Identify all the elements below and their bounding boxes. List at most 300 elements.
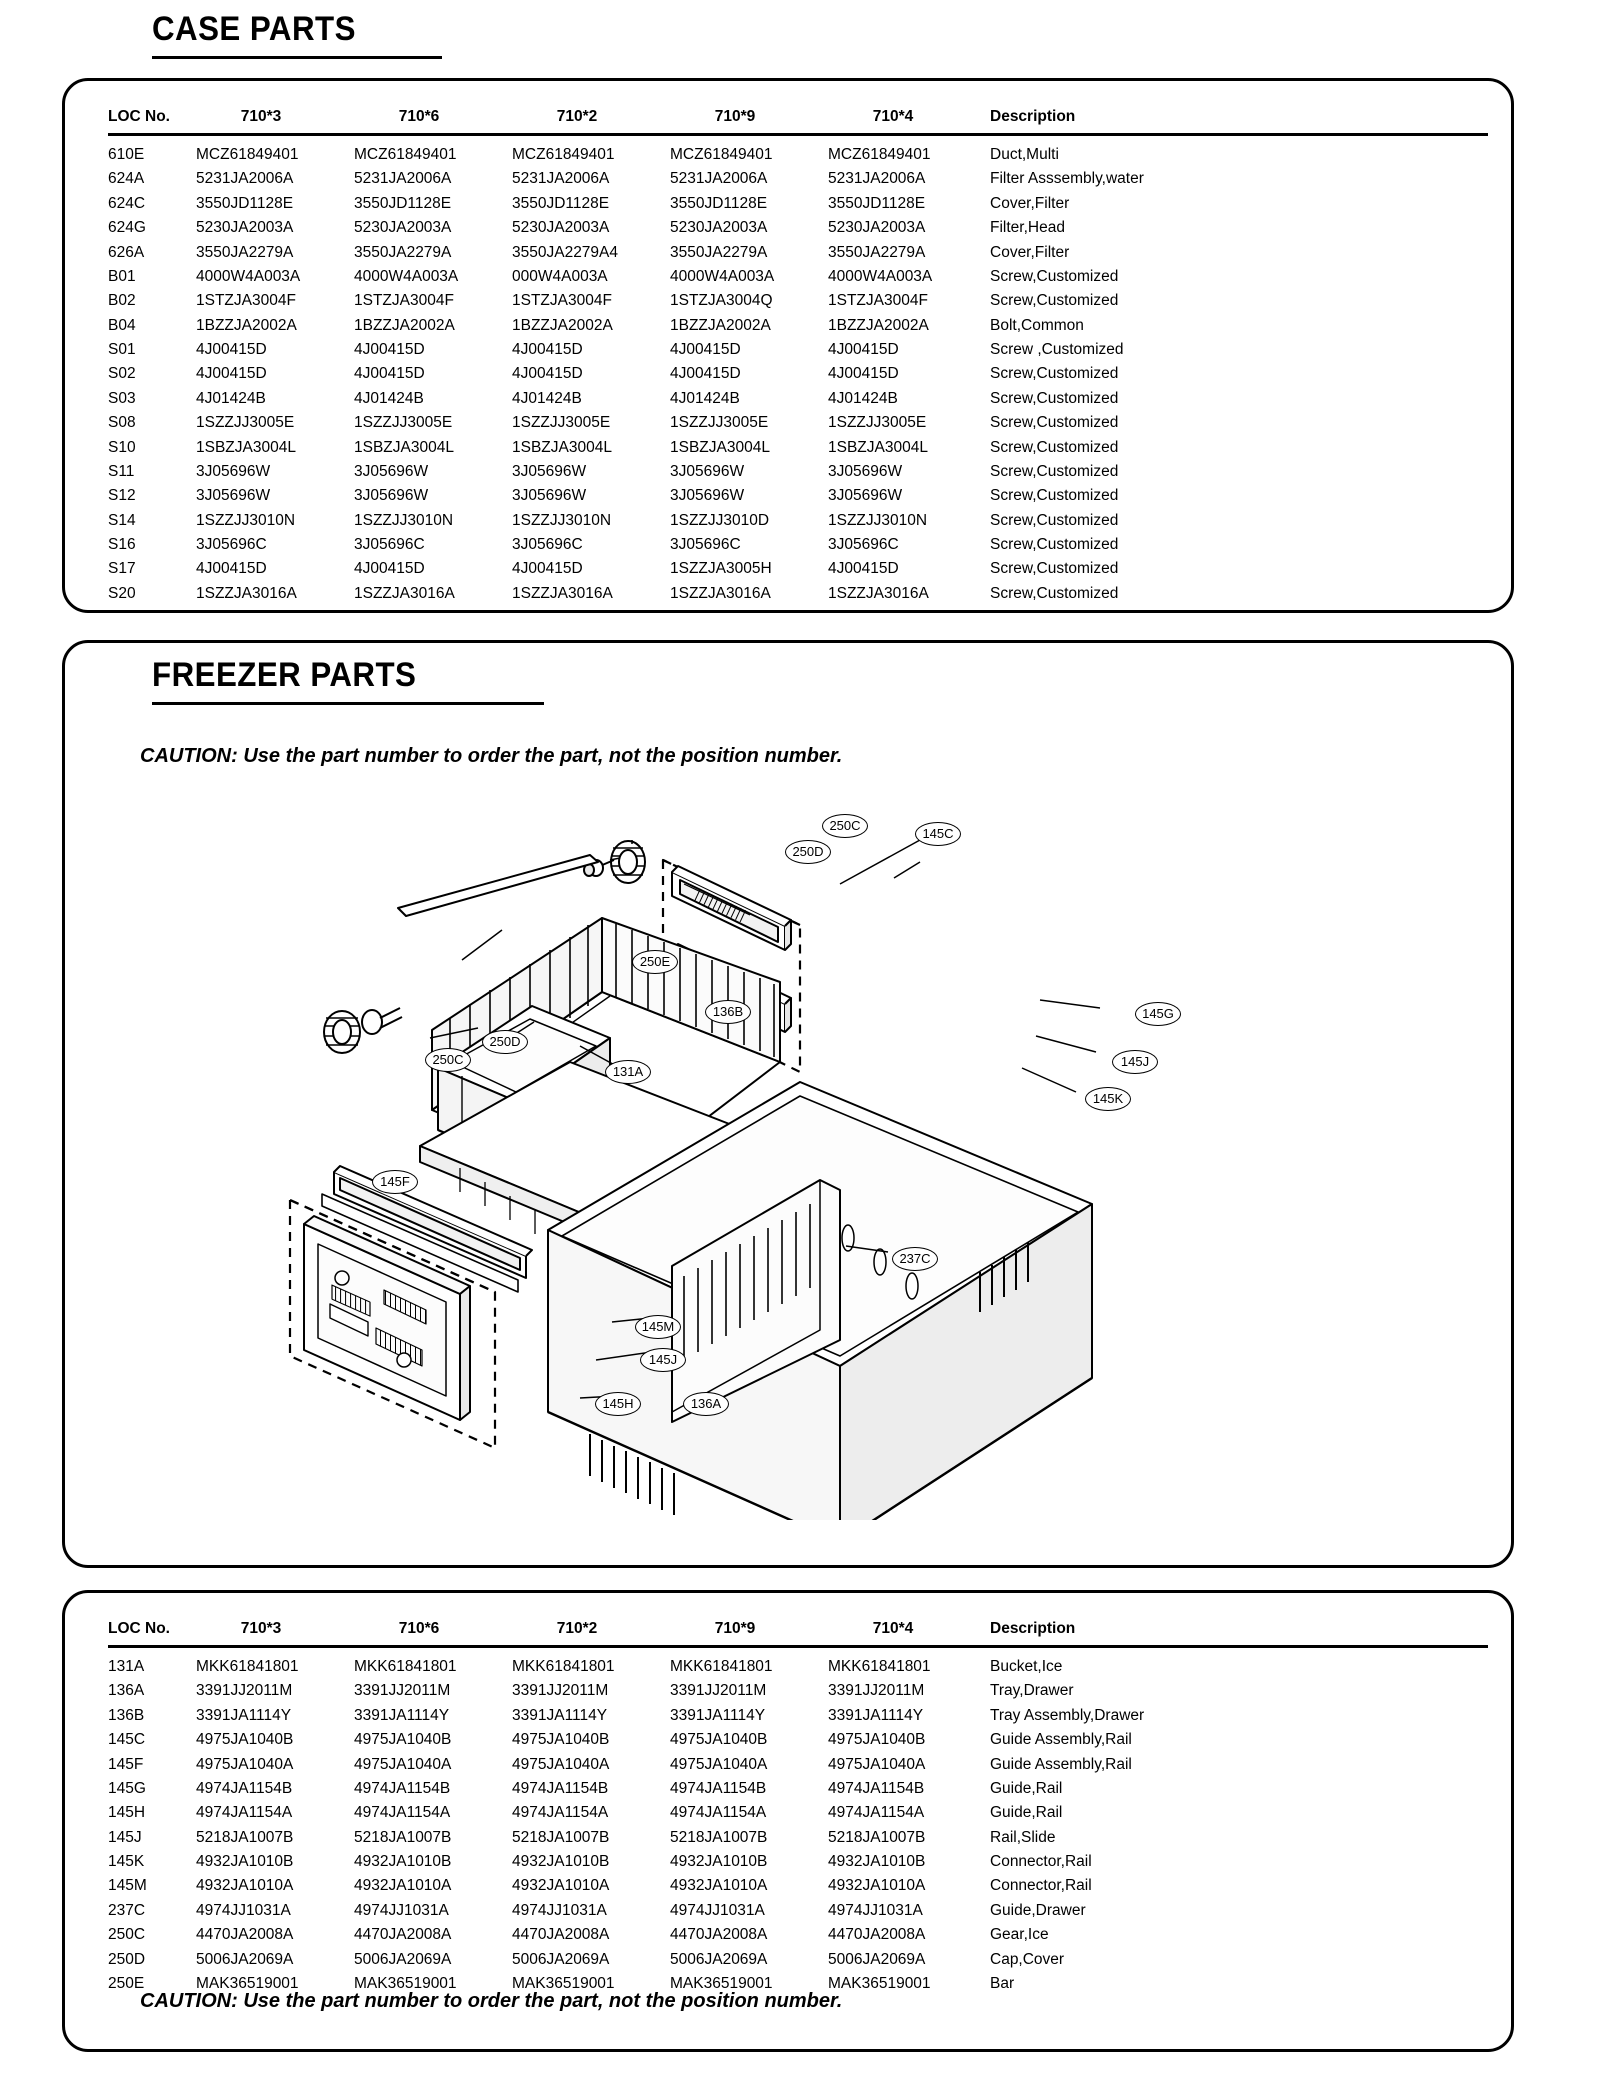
description-cell: Duct,Multi [990,146,1059,163]
description-cell: Screw,Customized [990,267,1119,285]
part-number-cell: MCZ61849401 [196,146,299,163]
part-number-cell: 3550JD1128E [354,194,452,212]
part-number-cell: 1SZZJJ3005E [828,414,927,432]
description-cell: Cover,Filter [990,194,1070,212]
table-row [108,1679,1488,1703]
part-number-cell: 000W4A003A [512,267,608,285]
description-cell: Filter Asssembly,water [990,170,1144,188]
part-number-cell: 3550JA2279A [828,243,926,261]
part-number-cell: 1BZZJA2002A [354,316,455,334]
table-row [108,557,1488,581]
part-number-cell: 1SZZJJ3005E [670,414,769,432]
freezer-caution-top: CAUTION: Use the part number to order the part, not the position number. [140,745,843,767]
part-number-cell: 1STZJA3004F [196,292,296,310]
freezer-parts-table [108,1620,1488,1996]
part-number-cell: 3J05696W [354,487,429,505]
table-row [108,508,1488,532]
part-number-cell: 3391JJ2011M [670,1682,767,1700]
callout-145j-14: 145J [640,1348,686,1372]
part-number-cell: 3J05696W [670,487,745,505]
part-number-cell: 1SZZJJ3010N [196,511,296,529]
part-number-cell: 4000W4A003A [354,267,459,285]
case-parts-table [108,108,1488,606]
description-cell: Connector,Rail [990,1853,1092,1870]
table-row [108,581,1488,605]
part-number-cell: 5218JA1007B [354,1828,452,1846]
part-number-cell: 1SZZJJ3010N [354,511,454,529]
part-number-cell: 1SBZJA3004L [196,438,296,456]
part-number-cell: 1SZZJJ3010D [670,511,770,529]
part-number-cell: 5230JA2003A [512,219,610,237]
part-number-cell: 4974JJ1031A [512,1901,607,1919]
part-number-cell: MCZ61849401 [354,146,457,163]
part-number-cell: 5006JA2069A [828,1950,926,1968]
part-number-cell: 4J00415D [354,560,425,578]
description-cell: Screw,Customized [990,560,1119,578]
description-cell: Screw,Customized [990,511,1119,529]
callout-145m-13: 145M [635,1315,681,1339]
case-parts-heading [152,12,462,59]
part-number-cell: 1SBZJA3004L [512,438,612,456]
case-parts-table-body [108,135,1488,606]
part-number-cell: 3391JA1114Y [670,1706,766,1724]
part-number-cell: 1SZZJA3016A [512,584,613,602]
callout-145g-5: 145G [1135,1002,1181,1026]
loc-no-cell: 145H [108,1804,146,1822]
loc-no-cell: 610E [108,146,145,163]
part-number-cell: 3550JA2279A [670,243,768,261]
part-number-cell: 4J00415D [196,560,267,578]
loc-no-cell: 145K [108,1853,145,1870]
loc-no-cell: 145F [108,1755,144,1773]
part-number-cell: 1BZZJA2002A [512,316,613,334]
description-cell: Bar [990,1974,1015,1992]
description-cell: Screw ,Customized [990,341,1124,358]
part-number-cell: MCZ61849401 [512,146,615,163]
callout-145h-15: 145H [595,1392,641,1416]
column-header-710-4: 710*4 [872,108,914,125]
table-row [108,1776,1488,1800]
callout-136b-4: 136B [705,1000,751,1024]
callout-237c-12: 237C [892,1247,938,1271]
loc-no-cell: 624G [108,219,146,237]
part-number-cell: MKK61841801 [354,1658,457,1675]
part-number-cell: 1BZZJA2002A [670,316,771,334]
loc-no-cell: S08 [108,414,136,432]
callout-145c-2: 145C [915,822,961,846]
part-number-cell: MKK61841801 [828,1658,931,1675]
part-number-cell: 4J01424B [196,389,266,407]
part-number-cell: 4J01424B [670,389,740,407]
part-number-cell: 4J00415D [828,560,899,578]
part-number-cell: 1SZZJA3005H [670,560,772,578]
freezer-parts-title-rule [152,702,544,705]
loc-no-cell: S14 [108,511,136,529]
description-cell: Filter,Head [990,219,1065,237]
part-number-cell: 4J00415D [196,365,267,383]
part-number-cell: 5218JA1007B [196,1828,294,1846]
part-number-cell: 3550JA2279A4 [512,243,619,261]
part-number-cell: 4974JJ1031A [354,1901,449,1919]
table-row [108,533,1488,557]
description-cell: Rail,Slide [990,1828,1056,1846]
part-number-cell: 3391JA1114Y [354,1706,450,1724]
loc-no-cell: S17 [108,560,136,578]
part-number-cell: 4974JJ1031A [670,1901,765,1919]
part-number-cell: MAK36519001 [670,1974,773,1992]
part-number-cell: 1SZZJJ3005E [354,414,453,432]
part-number-cell: 5218JA1007B [512,1828,610,1846]
table-row [108,386,1488,410]
table-row [108,1947,1488,1971]
part-number-cell: MAK36519001 [196,1974,299,1992]
description-cell: Guide,Rail [990,1779,1063,1797]
table-header-row [108,1620,1488,1647]
description-cell: Screw,Customized [990,462,1119,480]
part-number-cell: 3J05696W [670,462,745,480]
loc-no-cell: B02 [108,292,136,310]
part-number-cell: 3J05696W [196,487,271,505]
part-number-cell: 3391JJ2011M [354,1682,451,1700]
part-number-cell: 4J00415D [512,560,583,578]
table-row [108,1801,1488,1825]
part-number-cell: 4932JA1010A [512,1877,610,1895]
part-number-cell: 1SZZJJ3010N [828,511,928,529]
diagram-svg [280,800,1340,1520]
part-number-cell: 5230JA2003A [196,219,294,237]
table-row [108,1647,1488,1679]
callout-136a-16: 136A [683,1392,729,1416]
part-number-cell: 3J05696C [354,536,425,553]
part-number-cell: MKK61841801 [670,1658,773,1675]
part-number-cell: 5006JA2069A [512,1950,610,1968]
part-number-cell: 1STZJA3004F [512,292,612,310]
callout-145f-11: 145F [372,1170,418,1194]
table-row [108,313,1488,337]
part-number-cell: 4932JA1010A [828,1877,926,1895]
description-cell: Guide,Rail [990,1804,1063,1822]
part-number-cell: 3J05696W [512,462,587,480]
part-number-cell: MKK61841801 [512,1658,615,1675]
description-cell: Cover,Filter [990,243,1070,261]
part-number-cell: 4975JA1040A [670,1755,768,1773]
part-number-cell: 4J01424B [354,389,424,407]
table-header-row [108,108,1488,135]
part-number-cell: 3J05696C [196,536,267,553]
part-number-cell: 4J00415D [670,365,741,383]
column-header-description: Description [990,1620,1076,1637]
loc-no-cell: S01 [108,341,136,358]
loc-no-cell: 145G [108,1779,146,1797]
table-row [108,1923,1488,1947]
callout-145j-8: 145J [1112,1050,1158,1074]
part-number-cell: 4J00415D [670,341,741,358]
table-row [108,411,1488,435]
part-number-cell: 4J00415D [512,365,583,383]
part-number-cell: 3550JA2279A [354,243,452,261]
part-number-cell: 4470JA2008A [512,1926,610,1944]
column-header-710-3: 710*3 [240,1620,282,1637]
description-cell: Screw,Customized [990,438,1119,456]
callout-250d-7: 250D [482,1030,528,1054]
part-number-cell: 4000W4A003A [670,267,775,285]
part-number-cell: 4932JA1010B [670,1853,768,1870]
table-row [108,1825,1488,1849]
part-number-cell: 4974JA1154B [670,1779,767,1797]
freezer-parts-table-body [108,1647,1488,1996]
part-number-cell: 3550JD1128E [512,194,610,212]
column-header-710-2: 710*2 [556,1620,598,1637]
part-number-cell: 4975JA1040B [196,1731,294,1749]
part-number-cell: 3J05696W [196,462,271,480]
loc-no-cell: S10 [108,438,136,456]
part-number-cell: 3391JJ2011M [196,1682,293,1700]
part-number-cell: 3550JA2279A [196,243,294,261]
part-number-cell: 1SZZJJ3005E [512,414,611,432]
part-number-cell: 4974JA1154B [196,1779,293,1797]
part-number-cell: 4932JA1010B [828,1853,926,1870]
part-number-cell: 1SBZJA3004L [828,438,928,456]
part-number-cell: 3391JA1114Y [512,1706,608,1724]
loc-no-cell: 237C [108,1901,146,1919]
description-cell: Guide,Drawer [990,1901,1086,1919]
part-number-cell: 4974JA1154A [828,1804,925,1822]
part-number-cell: 3J05696C [670,536,741,553]
part-number-cell: 3J05696W [828,462,903,480]
description-cell: Bolt,Common [990,316,1084,334]
table-row [108,1703,1488,1727]
description-cell: Screw,Customized [990,389,1119,407]
part-number-cell: 4975JA1040B [512,1731,610,1749]
column-header-710-6: 710*6 [398,1620,440,1637]
part-number-cell: 1STZJA3004Q [670,292,773,310]
part-number-cell: MAK36519001 [828,1974,931,1992]
part-number-cell: 5006JA2069A [354,1950,452,1968]
part-number-cell: 1STZJA3004F [354,292,454,310]
callout-131a-9: 131A [605,1060,651,1084]
part-number-cell: 1SZZJA3016A [670,584,771,602]
part-number-cell: 1SZZJJ3005E [196,414,295,432]
callout-250c-6: 250C [425,1048,471,1072]
part-number-cell: 4974JA1154B [828,1779,925,1797]
part-number-cell: 4974JA1154B [512,1779,609,1797]
part-number-cell: 4975JA1040A [196,1755,294,1773]
loc-no-cell: 250E [108,1974,145,1992]
loc-no-cell: 136A [108,1682,145,1700]
freezer-parts-title: FREEZER PARTS [152,656,417,694]
part-number-cell: 1BZZJA2002A [828,316,929,334]
table-row [108,191,1488,215]
part-number-cell: 4932JA1010B [512,1853,610,1870]
description-cell: Screw,Customized [990,414,1119,432]
part-number-cell: 4975JA1040B [670,1731,768,1749]
part-number-cell: 4975JA1040A [354,1755,452,1773]
column-header-710-4: 710*4 [872,1620,914,1637]
table-row [108,459,1488,483]
part-number-cell: 4975JA1040B [828,1731,926,1749]
part-number-cell: 1SZZJA3016A [196,584,297,602]
part-number-cell: 4975JA1040A [512,1755,610,1773]
column-header-loc-no: LOC No. [108,1620,170,1637]
part-number-cell: 3391JJ2011M [512,1682,609,1700]
part-number-cell: 4932JA1010A [670,1877,768,1895]
part-number-cell: 1SBZJA3004L [354,438,454,456]
part-number-cell: 4932JA1010B [354,1853,452,1870]
column-header-710-2: 710*2 [556,108,598,125]
part-number-cell: MAK36519001 [512,1974,615,1992]
description-cell: Tray Assembly,Drawer [990,1706,1145,1724]
part-number-cell: MAK36519001 [354,1974,457,1992]
part-number-cell: MCZ61849401 [670,146,773,163]
part-number-cell: 4932JA1010A [354,1877,452,1895]
part-number-cell: 3391JA1114Y [828,1706,924,1724]
part-number-cell: 4974JA1154B [354,1779,451,1797]
loc-no-cell: S03 [108,389,136,407]
table-row [108,362,1488,386]
part-number-cell: 5231JA2006A [828,170,926,188]
part-number-cell: 4974JA1154A [196,1804,293,1822]
part-number-cell: 4000W4A003A [196,267,301,285]
part-number-cell: 3J05696W [512,487,587,505]
callout-250c-0: 250C [822,814,868,838]
table-row [108,240,1488,264]
freezer-caution-bottom: CAUTION: Use the part number to order the part, not the position number. [140,1990,843,2012]
part-number-cell: 4J00415D [196,341,267,358]
loc-no-cell: 250D [108,1950,146,1968]
callout-250e-3: 250E [632,950,678,974]
part-number-cell: 1BZZJA2002A [196,316,297,334]
part-number-cell: 5230JA2003A [354,219,452,237]
loc-no-cell: 624C [108,194,146,212]
part-number-cell: 3J05696W [828,487,903,505]
part-number-cell: 4470JA2008A [196,1926,294,1944]
part-number-cell: 3391JA1114Y [196,1706,292,1724]
description-cell: Screw,Customized [990,292,1119,310]
part-number-cell: 4J00415D [354,341,425,358]
loc-no-cell: S02 [108,365,136,383]
part-number-cell: 4000W4A003A [828,267,933,285]
part-number-cell: 5006JA2069A [670,1950,768,1968]
part-number-cell: 5230JA2003A [670,219,768,237]
description-cell: Guide Assembly,Rail [990,1755,1132,1773]
part-number-cell: 3550JD1128E [828,194,926,212]
part-number-cell: 1SBZJA3004L [670,438,770,456]
table-row [108,484,1488,508]
part-number-cell: 4470JA2008A [670,1926,768,1944]
case-parts-title-rule [152,56,442,59]
part-number-cell: 5231JA2006A [354,170,452,188]
description-cell: Screw,Customized [990,365,1119,383]
case-parts-title: CASE PARTS [152,10,356,48]
part-number-cell: 4974JA1154A [354,1804,451,1822]
description-cell: Gear,Ice [990,1926,1049,1944]
part-number-cell: 4932JA1010A [196,1877,294,1895]
column-header-710-6: 710*6 [398,108,440,125]
part-number-cell: 3J05696W [354,462,429,480]
part-number-cell: 5231JA2006A [196,170,294,188]
column-header-description: Description [990,108,1076,125]
loc-no-cell: B01 [108,267,136,285]
part-number-cell: 3550JD1128E [670,194,768,212]
part-number-cell: 1SZZJJ3010N [512,511,612,529]
column-header-710-3: 710*3 [240,108,282,125]
part-number-cell: 4J01424B [828,389,898,407]
part-number-cell: 3550JD1128E [196,194,294,212]
part-number-cell: 4J01424B [512,389,582,407]
loc-no-cell: 131A [108,1658,145,1675]
description-cell: Screw,Customized [990,536,1119,553]
part-number-cell: 4974JA1154A [512,1804,609,1822]
loc-no-cell: B04 [108,316,136,334]
description-cell: Screw,Customized [990,584,1119,602]
part-number-cell: 5218JA1007B [670,1828,768,1846]
part-number-cell: 4J00415D [512,341,583,358]
table-row [108,135,1488,167]
loc-no-cell: 145M [108,1877,147,1895]
description-cell: Bucket,Ice [990,1658,1063,1675]
loc-no-cell: 626A [108,243,145,261]
column-header-loc-no: LOC No. [108,108,170,125]
loc-no-cell: 145C [108,1731,146,1749]
description-cell: Tray,Drawer [990,1682,1074,1700]
part-number-cell: 5218JA1007B [828,1828,926,1846]
table-row [108,1752,1488,1776]
loc-no-cell: S12 [108,487,136,505]
part-number-cell: 4974JJ1031A [828,1901,923,1919]
part-number-cell: MKK61841801 [196,1658,299,1675]
table-row [108,338,1488,362]
part-number-cell: 4470JA2008A [354,1926,452,1944]
description-cell: Screw,Customized [990,487,1119,505]
description-cell: Cap,Cover [990,1950,1065,1968]
loc-no-cell: 145J [108,1828,142,1846]
callout-250d-1: 250D [785,840,831,864]
loc-no-cell: S20 [108,584,136,602]
column-header-710-9: 710*9 [714,1620,756,1637]
table-row [108,1874,1488,1898]
table-row [108,1728,1488,1752]
part-number-cell: 5006JA2069A [196,1950,294,1968]
part-number-cell: 1STZJA3004F [828,292,928,310]
loc-no-cell: 250C [108,1926,146,1944]
part-number-cell: 4974JJ1031A [196,1901,291,1919]
part-number-cell: 5231JA2006A [670,170,768,188]
part-number-cell: 4974JA1154A [670,1804,767,1822]
freezer-parts-heading [152,658,572,705]
part-number-cell: 5231JA2006A [512,170,610,188]
part-number-cell: 4932JA1010B [196,1853,294,1870]
column-header-710-9: 710*9 [714,108,756,125]
loc-no-cell: S16 [108,536,136,553]
part-number-cell: 1SZZJA3016A [354,584,455,602]
description-cell: Guide Assembly,Rail [990,1731,1132,1749]
part-number-cell: 4J00415D [828,341,899,358]
table-row [108,264,1488,288]
part-number-cell: 3391JJ2011M [828,1682,925,1700]
table-row [108,1898,1488,1922]
part-number-cell: 5230JA2003A [828,219,926,237]
freezer-exploded-diagram [280,800,1340,1520]
loc-no-cell: 624A [108,170,145,188]
part-number-cell: 1SZZJA3016A [828,584,929,602]
loc-no-cell: 136B [108,1706,145,1724]
part-number-cell: 3J05696C [512,536,583,553]
part-number-cell: MCZ61849401 [828,146,931,163]
table-row [108,216,1488,240]
part-number-cell: 3J05696C [828,536,899,553]
part-number-cell: 4975JA1040A [828,1755,926,1773]
table-row [108,435,1488,459]
